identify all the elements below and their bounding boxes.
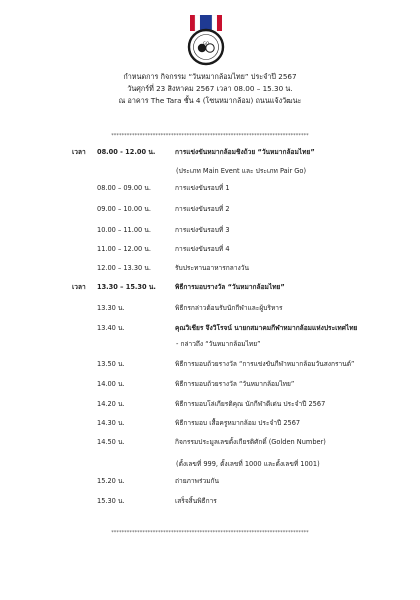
schedule-desc: เสร็จสิ้นพิธีการ bbox=[175, 497, 217, 505]
schedule-time: 14.30 น. bbox=[97, 419, 125, 427]
schedule-time: 14.00 น. bbox=[97, 380, 125, 388]
header-date: วันศุกร์ที่ 23 สิงหาคม 2567 เวลา 08.00 – 15.30 น. bbox=[127, 84, 293, 93]
schedule-time: 09.00 – 10.00 น. bbox=[97, 205, 151, 213]
schedule-time: 08.00 – 09.00 น. bbox=[97, 184, 151, 192]
schedule-time: 13.50 น. bbox=[97, 360, 125, 368]
schedule-desc: การแข่งขันรอบที่ 4 bbox=[175, 245, 230, 253]
schedule-time: 15.30 น. bbox=[97, 497, 125, 505]
schedule-time: 13.30 – 15.30 น. bbox=[97, 283, 156, 291]
header-title: กำหนดการ กิจกรรม “วันหมากล้อมไทย” ประจำปี 2567 bbox=[123, 72, 297, 81]
schedule-time: 11.00 – 12.00 น. bbox=[97, 245, 151, 253]
association-logo bbox=[186, 15, 234, 67]
schedule-desc: กิจกรรมประมูลเลขตั้งเกียรติศักดิ์ (Golden Number) bbox=[175, 438, 326, 446]
schedule-note: (ประเภท Main Event และ ประเภท Pair Go) bbox=[176, 167, 307, 175]
schedule-desc: การแข่งขันรอบที่ 3 bbox=[175, 226, 230, 234]
schedule-desc: การแข่งขันรอบที่ 2 bbox=[175, 205, 230, 213]
time-label: เวลา bbox=[72, 283, 86, 291]
schedule-time: 14.50 น. bbox=[97, 438, 125, 446]
schedule-desc: พิธีการมอบโล่เกียรติคุณ นักกีฬาดีเด่น ประจำปี 2567 bbox=[175, 400, 326, 408]
schedule-desc: คุณวิเชียร จึงวิโรจน์ นายกสมาคมกีฬาหมากล้อมแห่งประเทศไทย bbox=[175, 324, 358, 332]
schedule-desc: ถ่ายภาพร่วมกัน bbox=[175, 477, 220, 485]
schedule-desc: การแข่งขันรอบที่ 1 bbox=[175, 184, 230, 192]
schedule-desc: การแข่งขันหมากล้อมชิงถ้วย “วันหมากล้อมไทย” bbox=[175, 148, 315, 156]
time-label: เวลา bbox=[72, 148, 86, 156]
separator-top: **************************************************************************** bbox=[111, 133, 309, 139]
schedule-time: 08.00 - 12.00 น. bbox=[97, 148, 156, 156]
schedule-desc: พิธีการมอบรางวัล “วันหมากล้อมไทย” bbox=[175, 283, 285, 291]
schedule-desc: พิธีการมอบถ้วยรางวัล “การแข่งขันกีฬาหมากล้อมวันสงกรานต์” bbox=[175, 360, 355, 368]
schedule-note: (ตั้งเลขที่ 999, ตั้งเลขที่ 1000 และตั้งเลขที่ 1001) bbox=[176, 460, 320, 468]
logo-initials: GO bbox=[202, 41, 210, 46]
schedule-note: - กล่าวถึง “วันหมากล้อมไทย” bbox=[176, 340, 261, 348]
schedule-desc: พิธีการมอบ เสื้อครูหมากล้อม ประจำปี 2567 bbox=[175, 419, 301, 427]
schedule-desc: พิธีการมอบถ้วยรางวัล “วันหมากล้อมไทย” bbox=[175, 380, 295, 388]
schedule-time: 15.20 น. bbox=[97, 477, 125, 485]
header-venue: ณ อาคาร The Tara ชั้น 4 (โซนหมากล้อม) ถนนแจ้งวัฒนะ bbox=[118, 96, 302, 105]
schedule-time: 14.20 น. bbox=[97, 400, 125, 408]
schedule-time: 12.00 – 13.30 น. bbox=[97, 264, 151, 272]
schedule-time: 13.40 น. bbox=[97, 324, 125, 332]
schedule-time: 13.30 น. bbox=[97, 304, 125, 312]
schedule-desc: พิธีกรกล่าวต้อนรับนักกีฬาและผู้บริหาร bbox=[175, 304, 283, 312]
schedule-desc: รับประทานอาหารกลางวัน bbox=[175, 264, 249, 272]
separator-bottom: **************************************************************************** bbox=[111, 530, 309, 536]
schedule-time: 10.00 – 11.00 น. bbox=[97, 226, 151, 234]
